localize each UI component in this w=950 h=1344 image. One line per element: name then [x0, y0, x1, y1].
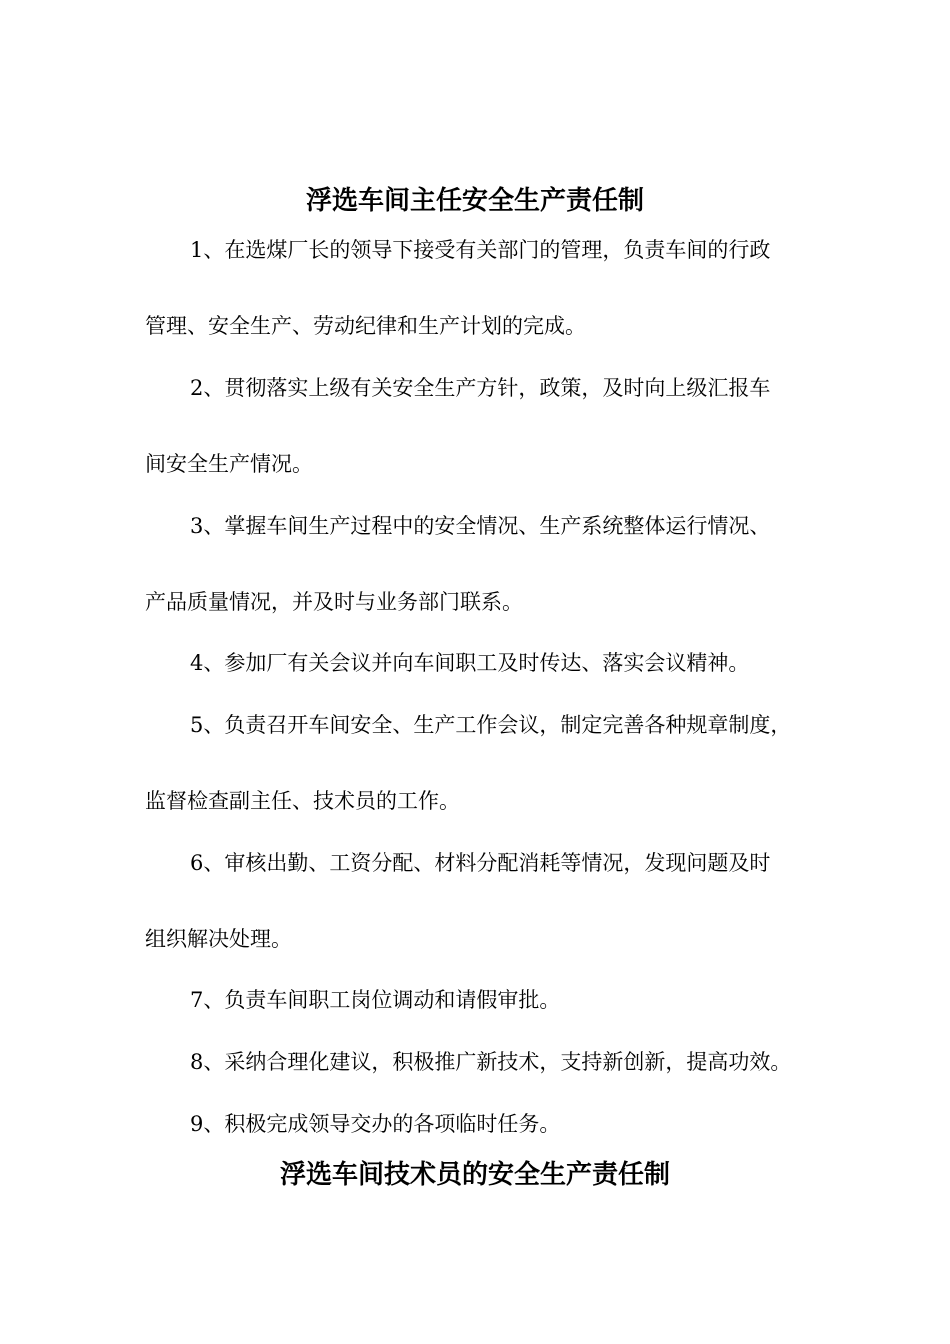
item-7-line-1: 7、负责车间职工岗位调动和请假审批。 — [190, 988, 561, 1012]
item-5-line-2: 监督检查副主任、技术员的工作。 — [145, 789, 460, 813]
item-4-line-1: 4、参加厂有关会议并向车间职工及时传达、落实会议精神。 — [190, 651, 750, 675]
item-9-line-1: 9、积极完成领导交办的各项临时任务。 — [190, 1112, 561, 1136]
item-1-line-1: 1、在选煤厂长的领导下接受有关部门的管理，负责车间的行政 — [190, 238, 771, 262]
document-title: 浮选车间主任安全生产责任制 — [305, 186, 644, 216]
section-title-2: 浮选车间技术员的安全生产责任制 — [279, 1160, 670, 1190]
item-5-line-1: 5、负责召开车间安全、生产工作会议，制定完善各种规章制度， — [190, 713, 792, 737]
item-6-line-2: 组织解决处理。 — [145, 927, 292, 951]
item-1-line-2: 管理、安全生产、劳动纪律和生产计划的完成。 — [145, 314, 586, 338]
item-2-line-1: 2、贯彻落实上级有关安全生产方针，政策，及时向上级汇报车 — [190, 376, 771, 400]
item-2-line-2: 间安全生产情况。 — [145, 452, 313, 476]
item-3-line-2: 产品质量情况，并及时与业务部门联系。 — [145, 590, 523, 614]
item-3-line-1: 3、掌握车间生产过程中的安全情况、生产系统整体运行情况、 — [190, 514, 771, 538]
item-6-line-1: 6、审核出勤、工资分配、材料分配消耗等情况，发现问题及时 — [190, 851, 771, 875]
item-8-line-1: 8、采纳合理化建议，积极推广新技术，支持新创新，提高功效。 — [190, 1050, 792, 1074]
